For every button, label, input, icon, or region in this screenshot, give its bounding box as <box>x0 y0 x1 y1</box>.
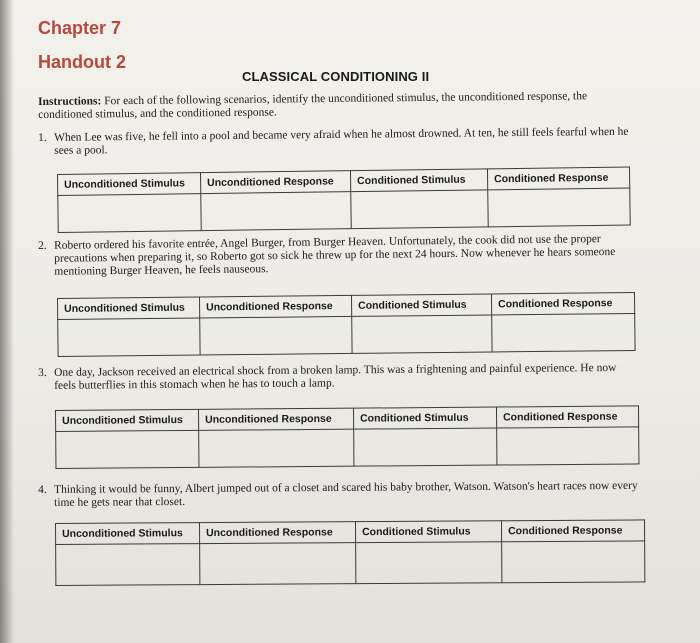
answer-cell-cs[interactable] <box>356 542 502 584</box>
scenario-text: When Lee was five, he fell into a pool and became very afraid when he almost drowned. At ten, he still feels fearful when he sees a pool. <box>53 125 629 157</box>
worksheet-title: CLASSICAL CONDITIONING II <box>242 69 430 84</box>
answer-cell-cr[interactable] <box>488 188 630 227</box>
col-conditioned-response: Conditioned Response <box>491 292 634 314</box>
handout-heading: Handout 2 <box>38 52 126 72</box>
answer-cell-ur[interactable] <box>200 316 352 355</box>
answer-cell-ur[interactable] <box>201 192 351 231</box>
scenario-1 <box>38 126 638 158</box>
col-unconditioned-stimulus: Unconditioned Stimulus <box>56 523 200 545</box>
answer-table-3 <box>55 405 639 469</box>
col-conditioned-stimulus: Conditioned Stimulus <box>350 169 487 192</box>
answer-cell-us[interactable] <box>58 318 200 356</box>
instructions-label: Instructions: <box>38 95 102 108</box>
col-conditioned-stimulus: Conditioned Stimulus <box>351 294 491 316</box>
scenario-4 <box>38 480 638 510</box>
answer-cell-us[interactable] <box>56 544 200 586</box>
col-conditioned-stimulus: Conditioned Stimulus <box>353 407 496 429</box>
answer-cell-cs[interactable] <box>351 190 488 229</box>
answer-row <box>58 313 635 356</box>
instructions-text: For each of the following scenarios, identify the unconditioned stimulus, the unconditioned response, the conditioned stimulus, and the conditioned response. <box>38 90 588 121</box>
answer-cell-cr[interactable] <box>502 541 645 583</box>
col-conditioned-stimulus: Conditioned Stimulus <box>355 521 501 543</box>
col-unconditioned-stimulus: Unconditioned Stimulus <box>58 297 200 319</box>
col-conditioned-response: Conditioned Response <box>501 520 644 542</box>
page-edge-shadow <box>0 0 14 643</box>
col-unconditioned-response: Unconditioned Response <box>198 408 353 430</box>
answer-cell-ur[interactable] <box>200 543 356 585</box>
scenario-number: 1. <box>38 131 47 144</box>
instructions <box>38 90 628 122</box>
answer-row <box>56 541 645 586</box>
scenario-number: 3. <box>38 366 47 379</box>
answer-cell-us[interactable] <box>58 194 201 233</box>
col-unconditioned-response: Unconditioned Response <box>199 295 351 318</box>
scenario-text: Roberto ordered his favorite entrée, Angel Burger, from Burger Heaven. Unfortunately, the cook did not use the proper precautions when preparing it, so Roberto got so sick he threw up for the next 24 hours. Now whenever he hears someone mentioning Burger Heaven, he feels nauseous. <box>53 233 616 278</box>
answer-cell-cs[interactable] <box>352 315 492 353</box>
answer-cell-cs[interactable] <box>354 428 497 466</box>
chapter-heading: Chapter 7 <box>38 18 122 38</box>
col-unconditioned-stimulus: Unconditioned Stimulus <box>58 173 201 196</box>
answer-cell-cr[interactable] <box>492 313 635 351</box>
answer-row <box>58 188 630 232</box>
scenario-3 <box>38 362 638 393</box>
scenario-text: One day, Jackson received an electrical shock from a broken lamp. This was a frightening and painful experience. He now feels butterflies in this stomach when he has to touch a lamp. <box>53 361 617 392</box>
answer-row <box>56 427 639 469</box>
answer-cell-ur[interactable] <box>199 429 354 467</box>
col-conditioned-response: Conditioned Response <box>496 406 638 428</box>
scenario-text: Thinking it would be funny, Albert jumped out of a closet and scared his baby brother, Watson. Watson's heart races now every time he gets near that closet. <box>53 479 638 509</box>
answer-table-4 <box>55 519 645 586</box>
col-conditioned-response: Conditioned Response <box>487 167 629 190</box>
scenario-number: 4. <box>38 483 47 496</box>
col-unconditioned-response: Unconditioned Response <box>200 522 356 544</box>
col-unconditioned-response: Unconditioned Response <box>200 171 350 194</box>
scenario-2 <box>38 233 638 279</box>
answer-table-2 <box>57 292 636 357</box>
answer-cell-us[interactable] <box>56 430 199 468</box>
answer-cell-cr[interactable] <box>497 427 639 465</box>
answer-table-1 <box>57 166 631 232</box>
scenario-number: 2. <box>38 239 47 252</box>
col-unconditioned-stimulus: Unconditioned Stimulus <box>56 409 199 431</box>
